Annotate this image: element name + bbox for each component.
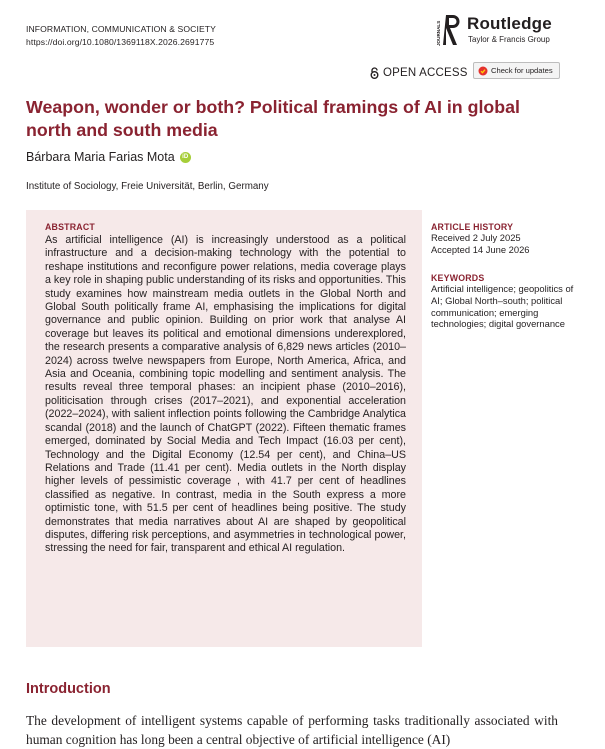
- affiliation: Institute of Sociology, Freie Universität, Berlin, Germany: [26, 181, 269, 192]
- keywords-section: [431, 273, 581, 330]
- open-access-badge: [370, 67, 468, 79]
- check-updates-icon: [478, 66, 488, 76]
- journal-name: INFORMATION, COMMUNICATION & SOCIETY: [26, 24, 216, 34]
- open-access-label: OPEN ACCESS: [383, 67, 468, 79]
- orcid-icon[interactable]: iD: [180, 152, 191, 163]
- keywords-heading: KEYWORDS: [431, 273, 485, 283]
- journal-header: [26, 23, 216, 49]
- publisher-name: Routledge: [467, 14, 552, 33]
- received-date: Received 2 July 2025: [431, 232, 521, 243]
- author-name[interactable]: Bárbara Maria Farias Mota: [26, 150, 175, 164]
- keywords-text: Artificial intelligence; geopolitics of AI; Global North–south; political communication; emerging technologies; digital governance: [431, 283, 574, 330]
- introduction-heading: Introduction: [26, 681, 111, 697]
- article-history: [431, 222, 581, 256]
- accepted-date: Accepted 14 June 2026: [431, 243, 530, 255]
- check-updates-button[interactable]: [473, 62, 560, 79]
- check-updates-label: Check for updates: [491, 66, 553, 75]
- abstract-text: As artificial intelligence (AI) is increasingly understood as a political infrastructure and a decision-making technology with the potential to reshape institutions and reconfigure power relations, media coverage plays a key role in shaping public understanding of its risks and opportunities. This study examines how mainstream media outlets in the Global North and Global South politically frame AI, emphasising the implications for digital governance and public opinion. Building on prior work that analyse AI coverage but leaves its political and emotional dimensions underexplored, the research presents a comparative analysis of 6,829 news articles (2010–2024) across twelve newspapers from Europe, North America, Africa, and Asia and Oceania, combining topic modelling and sentiment analysis. The results reveal three temporal phases: an incipient phase (2010–2016), politicisation through crises (2017–2021), and exponential acceleration (2022–2024), with salient inflection points following the Cambridge Analytica scandal (2018) and the launch of ChatGPT (2022). Fifteen thematic frames emerged, dominated by Social Media and Tech Impact (16.03 per cent), Technology and the Digital Economy (12.54 per cent), and China–US Relations and Trade (11.41 per cent). Media outlets in the North display higher levels of pessimistic coverage , with 41.7 per cent of headlines classified as negative. In contrast, media in the South express a more optimistic tone, with 51.5 per cent of headlines being positive. The study demonstrates that media narratives about AI are shaped by geopolitical disputes, differing risk perceptions, and asymmetries in technological power, stressing the need for fair, transparent and ethical AI regulation.: [45, 234, 407, 555]
- routledge-logo-icon: [437, 13, 459, 47]
- abstract-heading: ABSTRACT: [45, 222, 95, 232]
- publisher-subtitle: Taylor & Francis Group: [468, 35, 550, 44]
- publisher-logo[interactable]: [437, 11, 577, 51]
- article-history-heading: ARTICLE HISTORY: [431, 222, 514, 232]
- article-title: Weapon, wonder or both? Political framings of AI in global north and south media: [26, 97, 520, 140]
- journals-vertical-text: JOURNALS: [436, 20, 441, 46]
- author-line: [26, 150, 191, 164]
- introduction-text: The development of intelligent systems capable of performing tasks traditionally associated with human cognition has long been a central objective of artificial intelligence (AI): [26, 713, 558, 747]
- doi-link[interactable]: https://doi.org/10.1080/1369118X.2026.2691775: [26, 37, 215, 47]
- open-lock-icon: [370, 67, 379, 79]
